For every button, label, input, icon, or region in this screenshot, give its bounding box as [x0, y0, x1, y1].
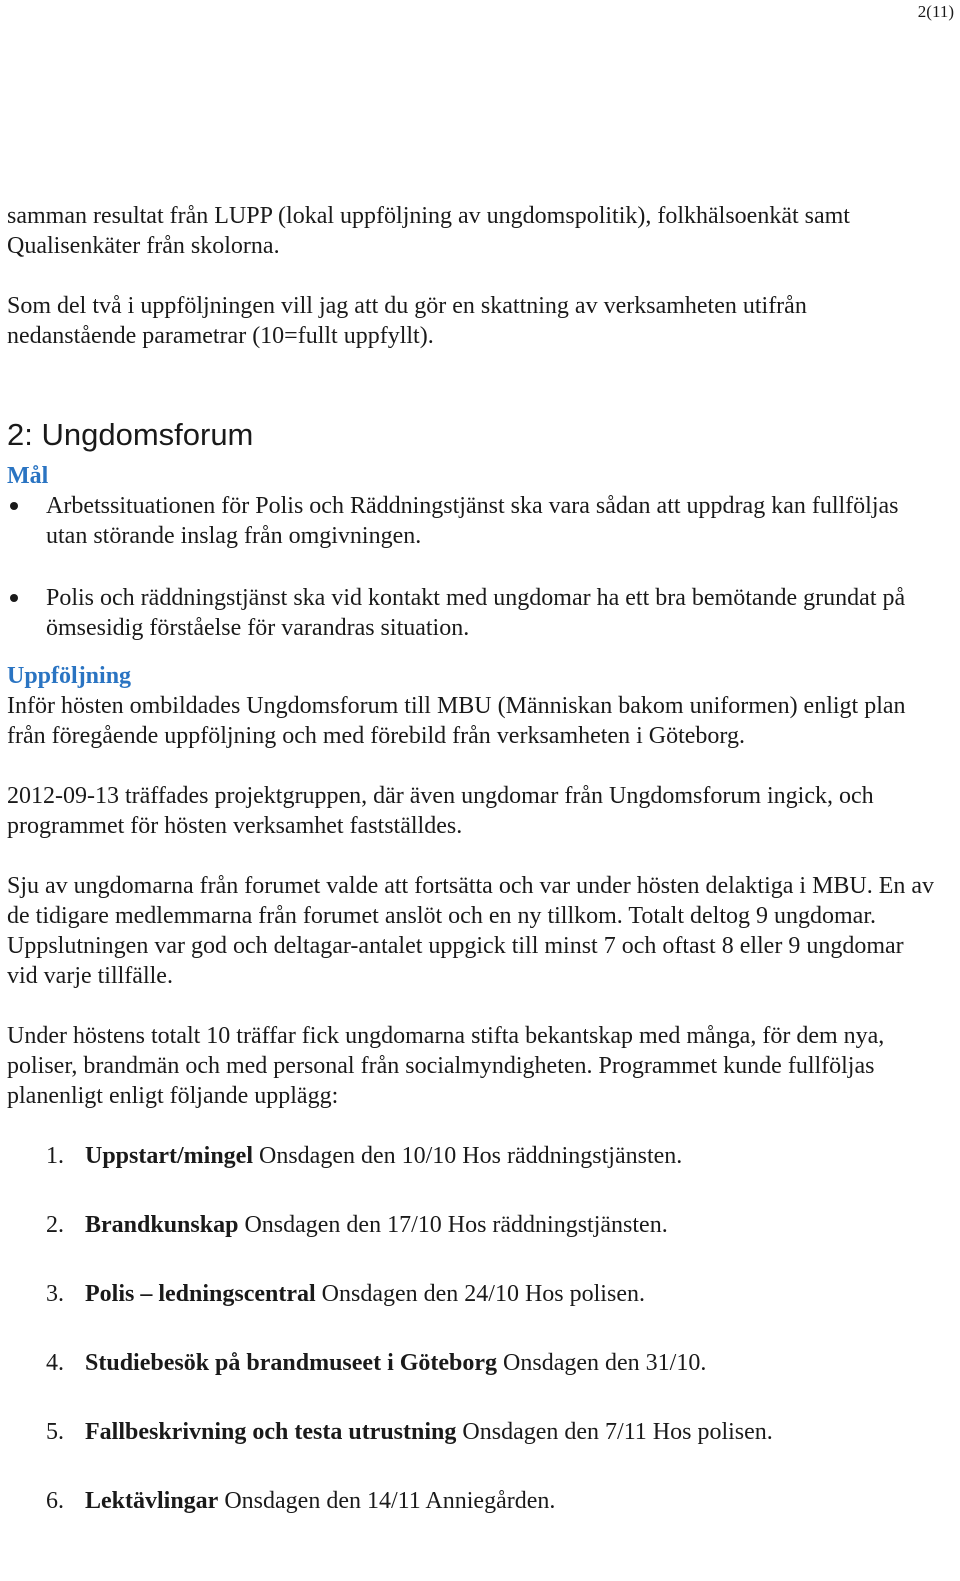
followup-paragraph: Sju av ungdomarna från forumet valde att fortsätta och var under hösten delaktiga i MBU. En av de tidigare medlemmarna från forumet anslöt och en ny tillkom. Totalt deltog 9 ungdomar. Uppslutningen var god och deltagar-antalet uppgick till minst 7 och oftast 8 eller 9 ungdomar vid varje tillfälle.: [7, 873, 935, 989]
program-item: [7, 1141, 937, 1171]
section-title: 2: Ungdomsforum: [7, 417, 254, 452]
program-item: [7, 1210, 937, 1240]
goal-text: Arbetssituationen för Polis och Räddningstjänst ska vara sådan att uppdrag kan fullföljas utan störande inslag från omgivningen.: [46, 493, 899, 549]
program-item-title: Brandkunskap: [85, 1212, 239, 1238]
intro-paragraph-1: samman resultat från LUPP (lokal uppföljning av ungdomspolitik), folkhälsoenkät samt Qualisenkäter från skolorna.: [7, 203, 850, 259]
followup-paragraph: Under höstens totalt 10 träffar fick ungdomarna stifta bekantskap med många, för dem nya, poliser, brandmän och med personal från socialmyndigheten. Programmet kunde fullföljas planenligt enligt följande upplägg:: [7, 1023, 885, 1109]
program-item: [7, 1486, 937, 1516]
program-item: [7, 1417, 937, 1447]
intro-paragraph-2: Som del två i uppföljningen vill jag att du gör en skattning av verksamheten utifrån nedanstående parametrar (10=fullt uppfyllt).: [7, 293, 807, 349]
goal-item: [7, 491, 937, 551]
program-item-details: Onsdagen den 14/11 Anniegården.: [218, 1488, 556, 1514]
program-item-title: Uppstart/mingel: [85, 1143, 253, 1169]
followup-paragraph: Inför hösten ombildades Ungdomsforum till MBU (Människan bakom uniformen) enligt plan från föregående uppföljning och med förebild från verksamheten i Göteborg.: [7, 693, 906, 749]
followup-paragraph: 2012-09-13 träffades projektgruppen, där även ungdomar från Ungdomsforum ingick, och programmet för hösten verksamhet fastställdes.: [7, 783, 874, 839]
followup-heading: Uppföljning: [7, 663, 132, 689]
program-item-details: Onsdagen den 24/10 Hos polisen.: [315, 1281, 645, 1307]
program-item-title: Fallbeskrivning och testa utrustning: [85, 1419, 457, 1445]
program-list: [7, 1141, 937, 1516]
program-item-number: 1.: [46, 1143, 64, 1169]
program-item-details: Onsdagen den 7/11 Hos polisen.: [456, 1419, 773, 1445]
program-item: [7, 1279, 937, 1309]
page-number: 2(11): [917, 2, 954, 21]
program-item-details: Onsdagen den 10/10 Hos räddningstjänsten.: [253, 1143, 683, 1169]
program-item-number: 4.: [46, 1350, 64, 1376]
goal-text: Polis och räddningstjänst ska vid kontakt med ungdomar ha ett bra bemötande grundat på ömsesidig förståelse för varandras situation.: [46, 585, 906, 641]
program-item-title: Studiebesök på brandmuseet i Göteborg: [85, 1350, 498, 1376]
program-item-title: Lektävlingar: [85, 1488, 219, 1514]
program-item-number: 6.: [46, 1488, 64, 1514]
goals-list: [7, 491, 937, 643]
goal-item: [7, 583, 937, 643]
document-body: [7, 201, 937, 1516]
goals-heading: Mål: [7, 463, 49, 489]
program-item-number: 2.: [46, 1212, 64, 1238]
bullet-icon: [10, 502, 18, 510]
program-item-title: Polis – ledningscentral: [85, 1281, 316, 1307]
program-item-details: Onsdagen den 31/10.: [497, 1350, 707, 1376]
program-item-number: 3.: [46, 1281, 64, 1307]
program-item: [7, 1348, 937, 1378]
program-item-number: 5.: [46, 1419, 64, 1445]
bullet-icon: [10, 594, 18, 602]
program-item-details: Onsdagen den 17/10 Hos räddningstjänsten.: [238, 1212, 668, 1238]
